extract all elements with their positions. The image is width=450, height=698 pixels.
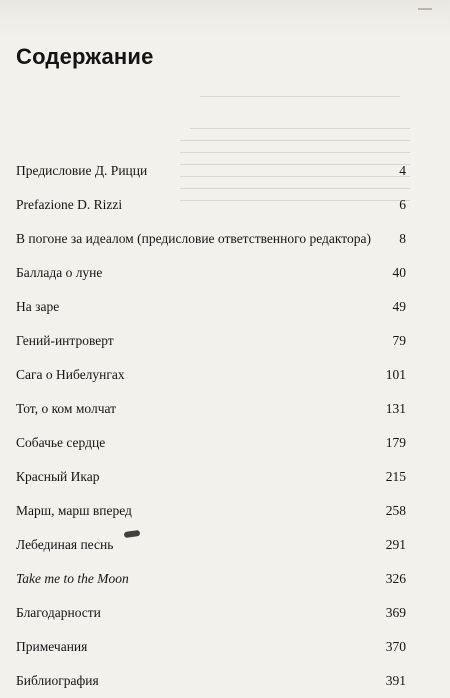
toc-entry[interactable]	[16, 188, 406, 222]
toc-entry-page: 369	[385, 605, 406, 620]
toc-entry-title: Сага о Нибелунгах	[16, 367, 125, 382]
toc-entry-page: 179	[385, 435, 406, 450]
toc-entry-title: Красный Икар	[16, 469, 100, 484]
toc-entry[interactable]	[16, 426, 406, 460]
toc-entry-title: Благодарности	[16, 605, 101, 620]
toc-entry-page: 4	[399, 163, 406, 178]
toc-entry-page: 291	[385, 537, 406, 552]
toc-entry-page: 258	[385, 503, 406, 518]
toc-entry-title: Гений-интроверт	[16, 333, 114, 348]
toc-entry[interactable]	[16, 222, 406, 256]
toc-entry[interactable]	[16, 528, 406, 562]
page-title: Содержание	[16, 44, 154, 69]
toc-entry-title: Предисловие Д. Рицци	[16, 163, 148, 178]
toc-entry-title: В погоне за идеалом (предисловие ответственного редактора)	[16, 231, 371, 246]
toc-entry-title: Take me to the Moon	[16, 571, 129, 586]
toc-entry-page: 370	[385, 639, 406, 654]
toc-entry-page: 131	[385, 401, 406, 416]
toc-entry[interactable]	[16, 630, 406, 664]
toc-entry-title: На заре	[16, 299, 60, 314]
toc-entry[interactable]	[16, 324, 406, 358]
toc-entry-title: Марш, марш вперед	[16, 503, 132, 518]
toc-entry[interactable]	[16, 256, 406, 290]
toc-entry[interactable]	[16, 154, 406, 188]
toc-entry[interactable]	[16, 494, 406, 528]
corner-mark	[418, 8, 432, 10]
toc-entry-title: Тот, о ком молчат	[16, 401, 117, 416]
toc-entry-page: 326	[385, 571, 406, 586]
toc-entry-title: Библиография	[16, 673, 99, 688]
toc-entry-page: 79	[392, 333, 406, 348]
toc-entry[interactable]	[16, 290, 406, 324]
toc-entry-page: 40	[392, 265, 406, 280]
toc-entry-page: 391	[385, 673, 406, 688]
toc-entry-page: 101	[385, 367, 406, 382]
toc-entry[interactable]	[16, 460, 406, 494]
toc-entry-title: Баллада о луне	[16, 265, 103, 280]
toc-entry[interactable]	[16, 358, 406, 392]
toc-entry-title: Prefazione D. Rizzi	[16, 197, 123, 212]
toc-entry[interactable]	[16, 664, 406, 698]
toc-entry-page: 49	[392, 299, 406, 314]
toc-entry-page: 6	[399, 197, 406, 212]
table-of-contents	[16, 154, 406, 698]
toc-entry-page: 8	[399, 231, 406, 246]
toc-entry[interactable]	[16, 392, 406, 426]
toc-entry[interactable]	[16, 562, 406, 596]
toc-entry-title: Примечания	[16, 639, 88, 654]
toc-entry[interactable]	[16, 596, 406, 630]
toc-entry-title: Лебединая песнь	[16, 537, 114, 552]
toc-entry-page: 215	[385, 469, 406, 484]
toc-entry-title: Собачье сердце	[16, 435, 106, 450]
